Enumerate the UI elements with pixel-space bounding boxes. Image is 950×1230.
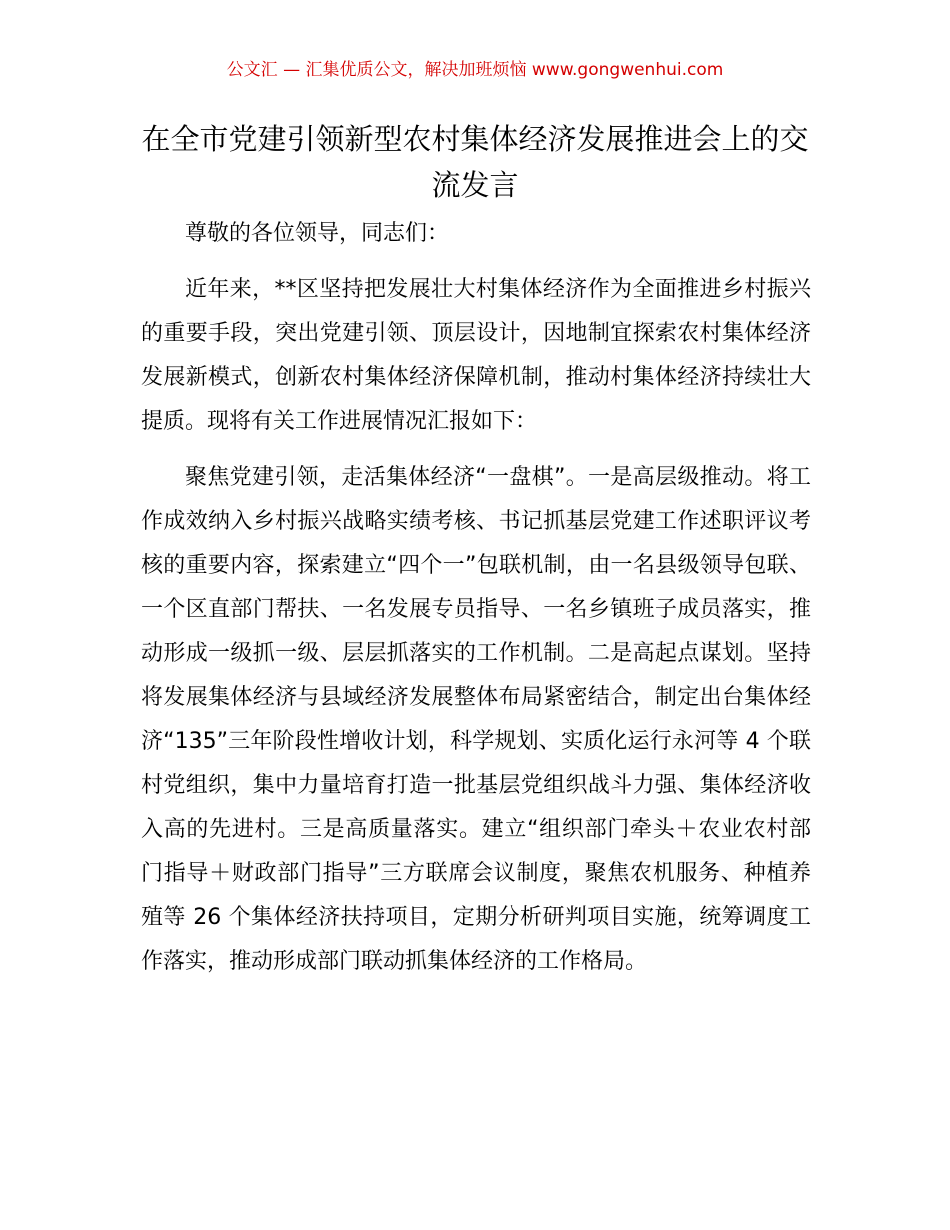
site-banner: 公文汇 — 汇集优质公文，解决加班烦恼 www.gongwenhui.com [226,60,724,80]
paragraph-intro: 近年来，**区坚持把发展壮大村集体经济作为全面推进乡村振兴的重要手段，突出党建引领、顶层设计，因地制宜探索农村集体经济发展新模式，创新农村集体经济保障机制，推动村集体经济持续壮大提质。现将有关工作进展情况汇报如下： [141,277,811,434]
salutation: 尊敬的各位领导，同志们： [185,221,450,246]
document-title: 在全市党建引领新型农村集体经济发展推进会上的交流发言 [141,122,809,202]
paragraph-party-leadership: 聚焦党建引领，走活集体经济“一盘棋”。一是高层级推动。将工作成效纳入乡村振兴战略实绩考核、书记抓基层党建工作述职评议考核的重要内容，探索建立“四个一”包联机制，由一名县级领导包联、一个区直部门帮扶、一名发展专员指导、一名乡镇班子成员落实，推动形成一级抓一级、层层抓落实的工作机制。二是高起点谋划。坚持将发展集体经济与县域经济发展整体布局紧密结合，制定出台集体经济“135”三年阶段性增收计划，科学规划、实质化运行永河等 4 个联村党组织，集中力量培育打造一批基层党组织战斗力强、集体经济收入高的先进村。三是高质量落实。建立“组织部门牵头＋农业农村部门指导＋财政部门指导”三方联席会议制度，聚焦农机服务、种植养殖等 26 个集体经济扶持项目，定期分析研判项目实施，统筹调度工作落实，推动形成部门联动抓集体经济的工作格局。 [141,465,811,974]
document-body [141,212,811,990]
